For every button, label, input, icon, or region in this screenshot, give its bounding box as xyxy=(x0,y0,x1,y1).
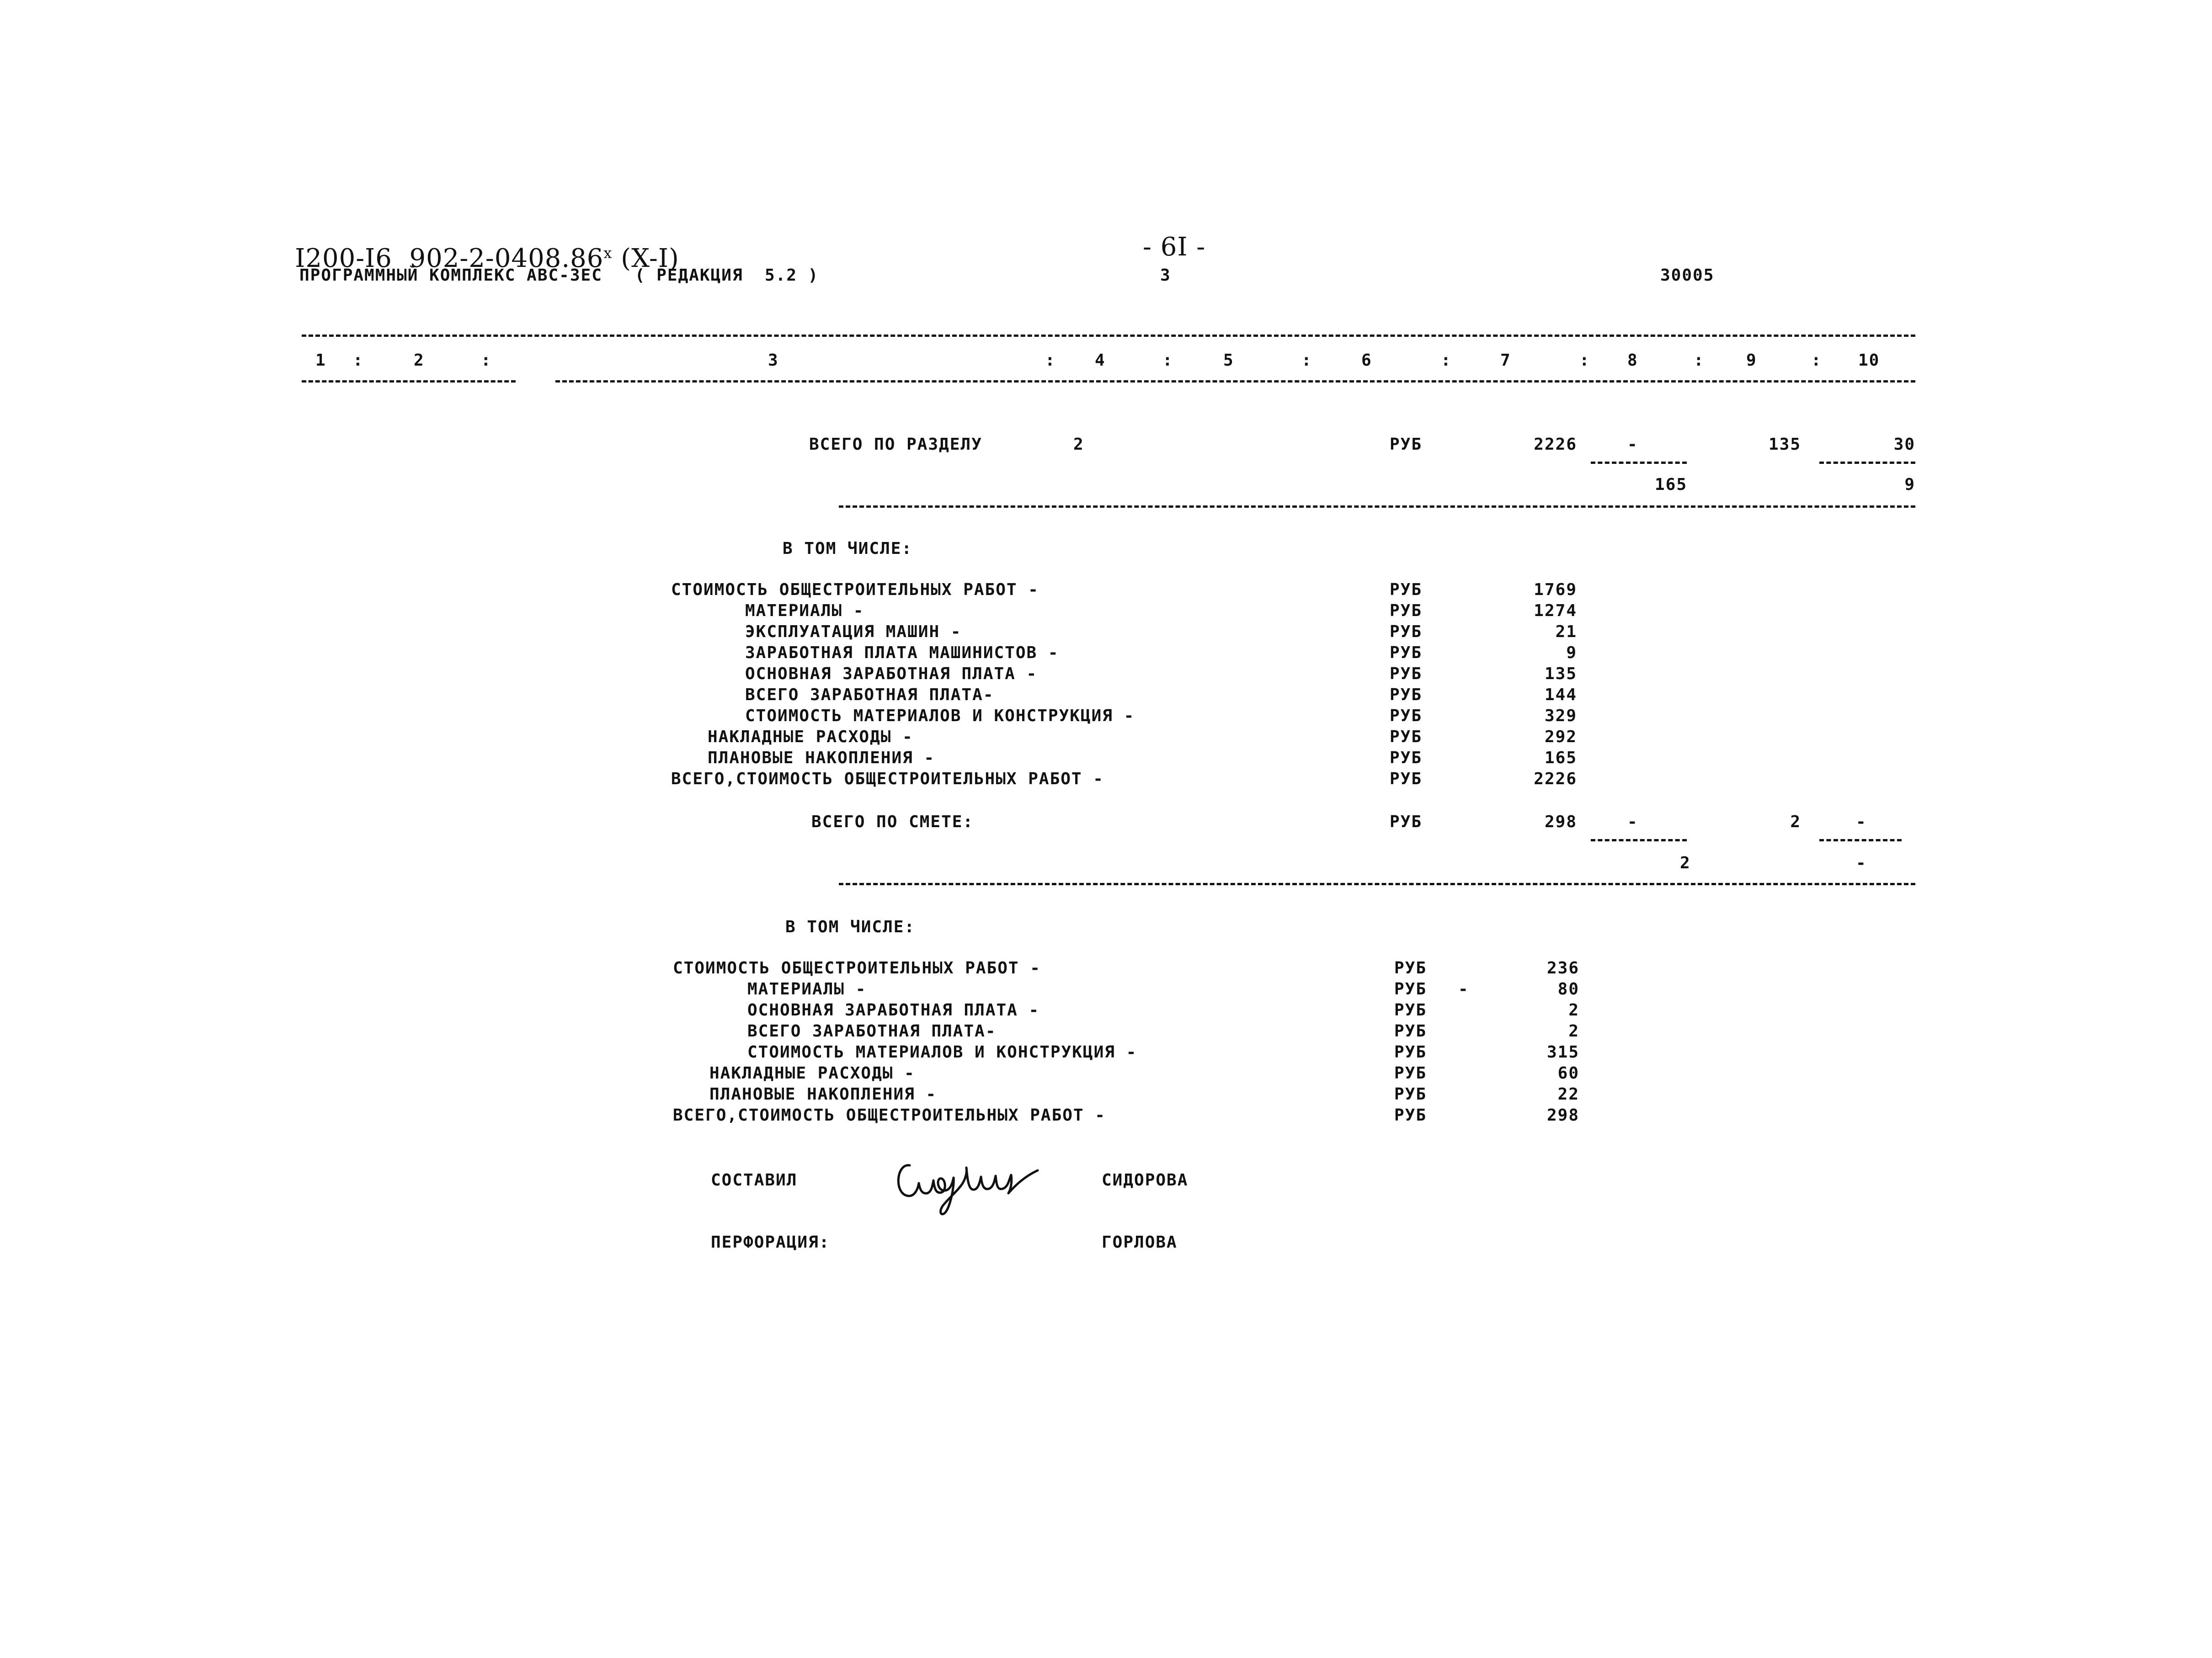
column-2: 2 xyxy=(414,351,425,370)
item-value: 144 xyxy=(1544,686,1577,704)
compiled-by-name: СИДОРОВА xyxy=(1102,1171,1189,1190)
item-unit: РУБ xyxy=(1394,1001,1427,1020)
document-code-main: I200-I6 902-2-0408.86 xyxy=(295,244,604,273)
item-value: 1274 xyxy=(1534,601,1577,620)
item-label: ЭКСПЛУАТАЦИЯ МАШИН - xyxy=(745,622,962,641)
section-total-col9: 135 xyxy=(1768,435,1801,454)
item-dash: - xyxy=(1458,980,1469,999)
column-3: 3 xyxy=(768,351,779,370)
column-sep-2: : xyxy=(481,351,492,370)
item-unit: РУБ xyxy=(1390,643,1423,662)
estimate-total-label: ВСЕГО ПО СМЕТЕ: xyxy=(811,813,974,831)
item-value: 165 xyxy=(1544,749,1577,767)
item-unit: РУБ xyxy=(1394,980,1427,999)
column-sep-7: : xyxy=(1579,351,1590,370)
estimate-total-col10-top: - xyxy=(1856,813,1867,831)
item-label: ВСЕГО,СТОИМОСТЬ ОБЩЕСТРОИТЕЛЬНЫХ РАБОТ - xyxy=(671,770,1104,788)
page-number: - 6I - xyxy=(1143,232,1206,262)
item-value: 298 xyxy=(1546,1106,1579,1125)
item-label: ВСЕГО ЗАРАБОТНАЯ ПЛАТА- xyxy=(745,686,994,704)
item-label: НАКЛАДНЫЕ РАСХОДЫ - xyxy=(708,728,913,746)
item-unit: РУБ xyxy=(1390,580,1423,599)
column-10: 10 xyxy=(1858,351,1880,370)
item-label: ОСНОВНАЯ ЗАРАБОТНАЯ ПЛАТА - xyxy=(747,1001,1040,1020)
document-code-superscript: x xyxy=(603,244,613,262)
item-label: СТОИМОСТЬ ОБЩЕСТРОИТЕЛЬНЫХ РАБОТ - xyxy=(671,580,1039,599)
item-value: 236 xyxy=(1546,959,1579,978)
item-label: СТОИМОСТЬ МАТЕРИАЛОВ И КОНСТРУКЦИЯ - xyxy=(745,707,1135,725)
estimate-total-col9: 2 xyxy=(1790,813,1801,831)
section-total-rule xyxy=(839,505,1915,508)
column-6: 6 xyxy=(1361,351,1372,370)
item-unit: РУБ xyxy=(1394,1043,1427,1062)
estimate-total-col8-bottom: 2 xyxy=(1680,854,1691,872)
item-unit: РУБ xyxy=(1394,1022,1427,1041)
item-unit: РУБ xyxy=(1390,622,1423,641)
section-total-col10-top: 30 xyxy=(1893,435,1915,454)
section-total-col10-rule xyxy=(1819,462,1915,464)
item-value: 22 xyxy=(1557,1085,1579,1104)
estimate-total-col10-bottom: - xyxy=(1856,854,1867,872)
compiled-by-label: СОСТАВИЛ xyxy=(711,1171,798,1190)
section-total-col8-bottom: 165 xyxy=(1655,475,1688,494)
item-unit: РУБ xyxy=(1390,601,1423,620)
header-rule-bottom-left xyxy=(302,380,516,383)
column-sep-3: : xyxy=(1045,351,1056,370)
item-value: 2226 xyxy=(1534,770,1577,788)
item-label: МАТЕРИАЛЫ - xyxy=(745,601,864,620)
item-value: 315 xyxy=(1546,1043,1579,1062)
section-breakdown-heading: В ТОМ ЧИСЛЕ: xyxy=(783,539,913,558)
column-8: 8 xyxy=(1627,351,1638,370)
item-unit: РУБ xyxy=(1394,959,1427,978)
item-value: 135 xyxy=(1544,664,1577,683)
item-unit: РУБ xyxy=(1390,707,1423,725)
section-total-col8-top: - xyxy=(1627,435,1638,454)
column-sep-6: : xyxy=(1441,351,1452,370)
column-1: 1 xyxy=(315,351,326,370)
item-label: СТОИМОСТЬ ОБЩЕСТРОИТЕЛЬНЫХ РАБОТ - xyxy=(673,959,1041,978)
item-label: ОСНОВНАЯ ЗАРАБОТНАЯ ПЛАТА - xyxy=(745,664,1038,683)
section-total-col8-rule xyxy=(1591,462,1687,464)
item-value: 1769 xyxy=(1534,580,1577,599)
header-rule-top xyxy=(302,335,1915,337)
item-value: 329 xyxy=(1544,707,1577,725)
item-value: 2 xyxy=(1568,1001,1579,1020)
item-value: 80 xyxy=(1557,980,1579,999)
header-rule-bottom-right xyxy=(555,380,1915,383)
item-value: 292 xyxy=(1544,728,1577,746)
column-sep-5: : xyxy=(1301,351,1312,370)
section-total-col10-bottom: 9 xyxy=(1904,475,1915,494)
column-9: 9 xyxy=(1746,351,1757,370)
item-value: 9 xyxy=(1566,643,1577,662)
object-code: 30005 xyxy=(1660,266,1715,285)
item-label: ЗАРАБОТНАЯ ПЛАТА МАШИНИСТОВ - xyxy=(745,643,1059,662)
item-value: 60 xyxy=(1557,1064,1579,1083)
column-sep-9: : xyxy=(1811,351,1822,370)
column-7: 7 xyxy=(1500,351,1511,370)
item-unit: РУБ xyxy=(1394,1106,1427,1125)
column-sep-8: : xyxy=(1694,351,1705,370)
item-unit: РУБ xyxy=(1394,1085,1427,1104)
item-unit: РУБ xyxy=(1390,770,1423,788)
item-label: ВСЕГО,СТОИМОСТЬ ОБЩЕСТРОИТЕЛЬНЫХ РАБОТ - xyxy=(673,1106,1106,1125)
item-unit: РУБ xyxy=(1394,1064,1427,1083)
column-sep-4: : xyxy=(1162,351,1173,370)
item-label: ПЛАНОВЫЕ НАКОПЛЕНИЯ - xyxy=(709,1085,937,1104)
signature xyxy=(891,1145,1047,1220)
perforation-name: ГОРЛОВА xyxy=(1102,1233,1178,1252)
section-total-label: ВСЕГО ПО РАЗДЕЛУ xyxy=(809,435,982,454)
item-unit: РУБ xyxy=(1390,686,1423,704)
estimate-total-col10-rule xyxy=(1819,839,1902,841)
section-total-col7: 2226 xyxy=(1534,435,1577,454)
estimate-total-col8-rule xyxy=(1591,839,1687,841)
item-label: ВСЕГО ЗАРАБОТНАЯ ПЛАТА- xyxy=(747,1022,997,1041)
item-label: СТОИМОСТЬ МАТЕРИАЛОВ И КОНСТРУКЦИЯ - xyxy=(747,1043,1137,1062)
item-unit: РУБ xyxy=(1390,728,1423,746)
section-number: 2 xyxy=(1073,435,1084,454)
item-label: НАКЛАДНЫЕ РАСХОДЫ - xyxy=(709,1064,915,1083)
perforation-label: ПЕРФОРАЦИЯ: xyxy=(711,1233,830,1252)
document-code-tail: (X-I) xyxy=(612,244,679,273)
program-title: ПРОГРАММНЫЙ КОМПЛЕКС АВС-3ЕС ( РЕДАКЦИЯ 5.2 ) xyxy=(299,266,819,285)
estimate-total-col7: 298 xyxy=(1544,813,1577,831)
estimate-breakdown-heading: В ТОМ ЧИСЛЕ: xyxy=(785,918,916,936)
item-label: МАТЕРИАЛЫ - xyxy=(747,980,867,999)
item-unit: РУБ xyxy=(1390,664,1423,683)
document-code xyxy=(261,214,679,303)
column-sep-1: : xyxy=(353,351,364,370)
item-value: 2 xyxy=(1568,1022,1579,1041)
column-4: 4 xyxy=(1095,351,1106,370)
section-total-unit: РУБ xyxy=(1390,435,1423,454)
item-value: 21 xyxy=(1555,622,1577,641)
sheet-number: 3 xyxy=(1160,266,1171,285)
column-5: 5 xyxy=(1223,351,1234,370)
estimate-total-rule xyxy=(839,883,1915,885)
estimate-total-col8-top: - xyxy=(1627,813,1638,831)
item-unit: РУБ xyxy=(1390,749,1423,767)
estimate-total-unit: РУБ xyxy=(1390,813,1423,831)
item-label: ПЛАНОВЫЕ НАКОПЛЕНИЯ - xyxy=(708,749,935,767)
